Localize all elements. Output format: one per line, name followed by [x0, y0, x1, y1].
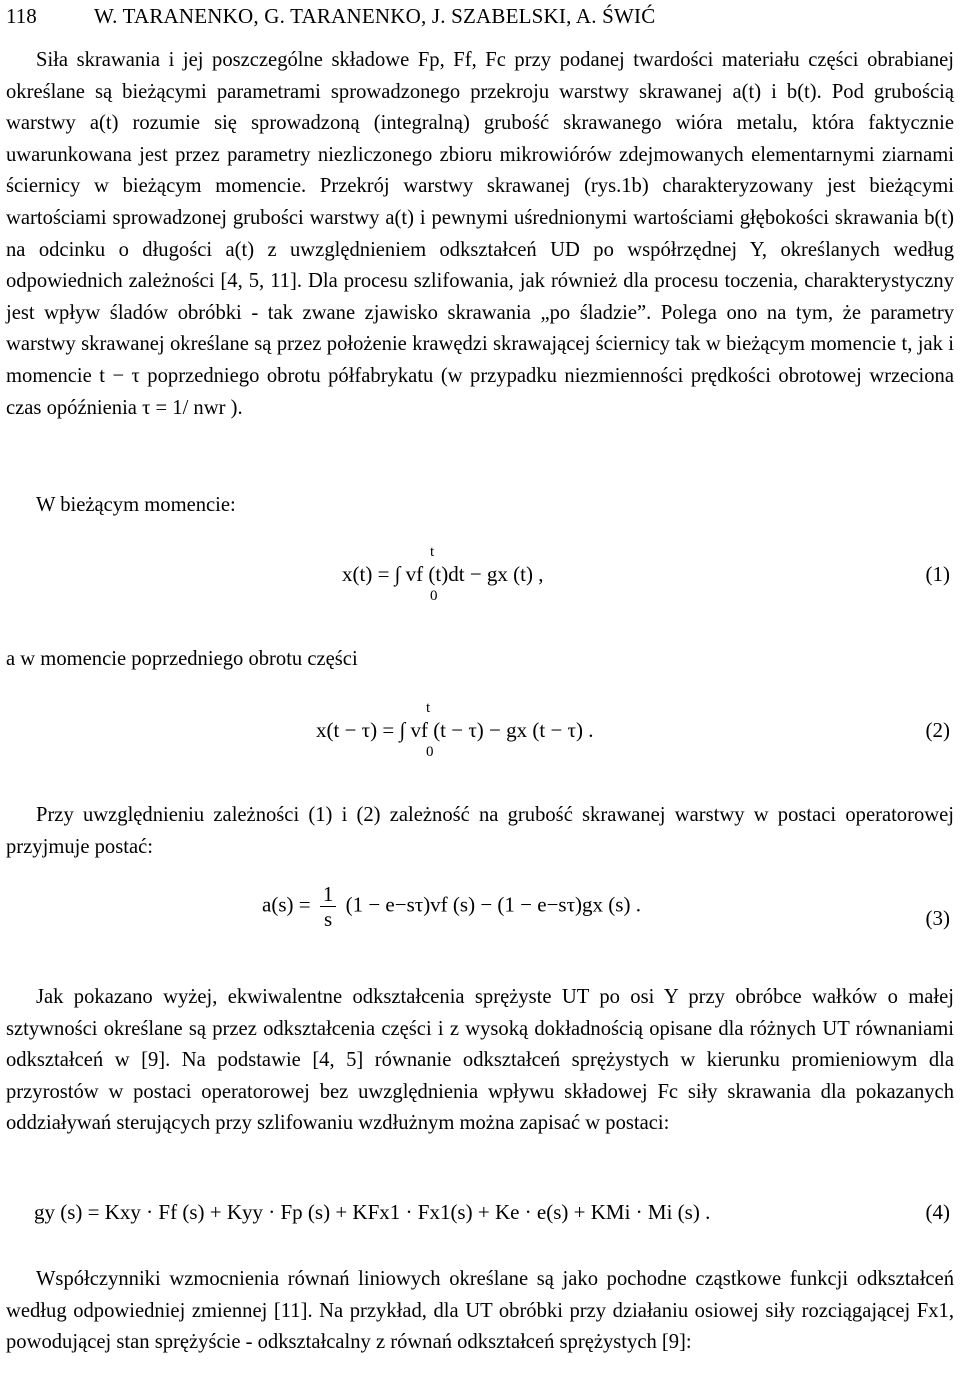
- equation-3-rhs: (1 − e−sτ)vf (s) − (1 − e−sτ)gx (s) .: [345, 892, 641, 917]
- page-number: 118: [6, 4, 37, 28]
- equation-4: [6, 1196, 954, 1256]
- equation-4-body: gy (s) = Kxy · Ff (s) + Kyy · Fp (s) + KFx1 · Fx1(s) + Ke · e(s) + KMi · Mi (s) .: [34, 1200, 711, 1224]
- equation-1-body: x(t) = ∫ vf (t)dt − gx (t) ,: [342, 562, 544, 586]
- equation-3: [6, 882, 954, 942]
- equation-3-number: (3): [925, 906, 950, 930]
- equation-3-body: [262, 882, 641, 931]
- fraction-numerator: 1: [320, 882, 337, 907]
- paragraph-operator-form: Przy uwzględnieniu zależności (1) i (2) zależność na grubość skrawanej warstwy w postaci operatorowej przyjmuje postać:: [6, 804, 954, 858]
- paragraph-elastic-deformations: Jak pokazano wyżej, ekwiwalentne odkształcenia sprężyste UT po osi Y przy obróbce wałków o małej sztywności określane są przez odkształcenia części i z wysoką dokładnością opisane dla różnych UT równaniami odkształceń w [9]. Na podstawie [4, 5] równanie odkształceń sprężystych w kierunku promieniowym dla przyrostów w postaci operatorowej bez uwzględnienia wpływu składowej Fc siły skrawania dla pokazanych oddziaływań sterujących przy szlifowaniu wzdłużnym można zapisać w postaci:: [6, 986, 954, 1135]
- paragraph-cutting-force: Siła skrawania i jej poszczególne składowe Fp, Ff, Fc przy podanej twardości materiału części obrabianej określane są bieżącymi parametrami sprowadzonego przekroju warstwy skrawanej a(t) i b(t). Pod grubością warstwy a(t) rozumie się sprowadzoną (integralną) grubość skrawanego wióra metalu, która faktycznie uwarunkowana jest przez parametry niezliczonego zbioru mikrowiórów zdejmowanych elementarnymi ziarnami ściernicy w bieżącym momencie. Przekrój warstwy skrawanej (rys.1b) charakteryzowany jest bieżącymi wartościami sprowadzonej grubości warstwy a(t) i pewnymi uśrednionymi wartościami głębokości skrawania b(t) na odcinku o długości a(t) z uwzględnieniem odkształceń UD po współrzędnej Y, określanych według odpowiednich zależności [4, 5, 11]. Dla procesu szlifowania, jak również dla procesu toczenia, charakterystyczny jest wpływ śladów obróbki - tak zwane zjawisko skrawania „po śladzie”. Polega ono na tym, że parametry warstwy skrawanej określane są przez położenie krawędzi skrawającej ściernicy tak w bieżącym momencie t, jak i momencie t − τ poprzedniego obrotu półfabrykatu (w przypadku niezmienności prędkości obrotowej wrzeciona czas opóźnienia τ = 1/ nwr ).: [6, 49, 954, 419]
- equation-1-number: (1): [925, 562, 950, 586]
- paragraph-gain-coefficients: Współczynniki wzmocnienia równań liniowych określane są jako pochodne cząstkowe funkcji odkształceń według odpowiedniej zmiennej [11]. Na przykład, dla UT obróbki przy działaniu osiowej siły rozciągającej Fx1, powodującej stan sprężyście - odkształcalny z równań odkształceń sprężystych [9]:: [6, 1268, 954, 1354]
- integral-lower-limit: 0: [430, 588, 438, 604]
- equation-1: [6, 544, 954, 608]
- integral-upper-limit: t: [430, 544, 435, 560]
- integral-upper-limit: t: [426, 700, 431, 716]
- equation-2-number: (2): [925, 718, 950, 742]
- paragraph-current-moment: W bieżącym momencie:: [36, 494, 236, 516]
- authors-header: W. TARANENKO, G. TARANENKO, J. SZABELSKI, A. ŚWIĆ: [94, 4, 656, 28]
- paragraph-previous-turn: a w momencie poprzedniego obrotu części: [6, 648, 358, 670]
- running-header: [6, 4, 954, 32]
- integral-lower-limit: 0: [426, 744, 434, 760]
- equation-2-body: x(t − τ) = ∫ vf (t − τ) − gx (t − τ) .: [316, 718, 594, 742]
- equation-3-lhs: a(s) =: [262, 892, 311, 917]
- fraction: [320, 882, 337, 931]
- equation-2: [6, 700, 954, 764]
- fraction-denominator: s: [323, 907, 333, 931]
- equation-4-number: (4): [925, 1200, 950, 1224]
